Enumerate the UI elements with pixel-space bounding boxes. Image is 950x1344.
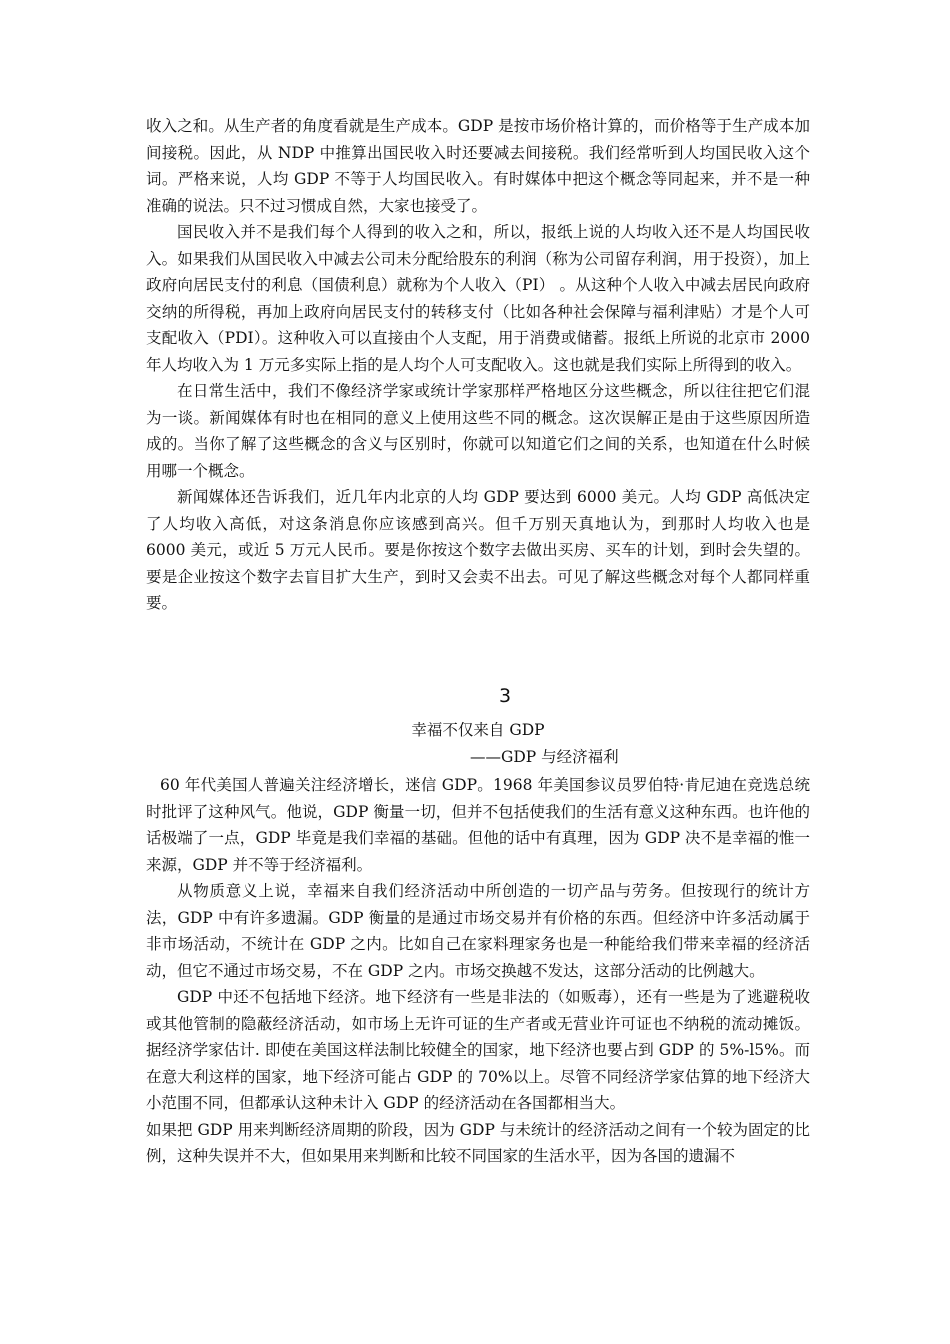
heading-number: 3 xyxy=(498,685,512,707)
paragraph-material-happiness: 从物质意义上说，幸福来自我们经济活动中所创造的一切产品与劳务。但按现行的统计方法，GDP 中有许多遗漏。GDP 衡量的是通过市场交易并有价格的东西。但经济中许多活动属于非市场活动，不统计在 GDP 之内。比如自己在家料理家务也是一种能给我们带来幸福的经济活动，但它不通过市场交易，不在 GDP 之内。市场交换越不发达，这部分活动的比例越大。 xyxy=(146,882,810,980)
paragraph-kennedy: 60 年代美国人普遍关注经济增长，迷信 GDP。1968 年美国参议员罗伯特·肯尼迪在竞选总统时批评了这种风气。他说，GDP 衡量一切，但并不包括使我们的生活有意义这种东西。也许他的话极端了一点，GDP 毕竟是我们幸福的基础。但他的话中有真理，因为 GDP 决不是幸福的惟一来源，GDP 并不等于经济福利。 xyxy=(146,776,810,874)
section-subtitle: ——GDP 与经济福利 xyxy=(470,748,619,766)
body-text-bottom xyxy=(146,772,810,1170)
section-heading-area xyxy=(146,684,810,708)
paragraph-daily-life: 在日常生活中，我们不像经济学家或统计学家那样严格地区分这些概念，所以往往把它们混为一谈。新闻媒体有时也在相同的意义上使用这些不同的概念。这次误解正是由于这些原因所造成的。当你了解了这些概念的含义与区别时，你就可以知道它们之间的关系，也知道在什么时候用哪一个概念。 xyxy=(146,382,810,480)
paragraph-news-media: 新闻媒体还告诉我们，近几年内北京的人均 GDP 要达到 6000 美元。人均 GDP 高低决定了人均收入高低，对这条消息你应该感到高兴。但千万别天真地认为，到那时人均收入也是 6000 美元，或近 5 万元人民币。要是你按这个数字去做出买房、买车的计划，到时会失望的。要是企业按这个数字去盲目扩大生产，到时又会卖不出去。可见了解这些概念对每个人都同样重要。 xyxy=(146,488,810,612)
section-heading xyxy=(146,684,810,708)
paragraph-national-income: 国民收入并不是我们每个人得到的收入之和，所以，报纸上说的人均收入还不是人均国民收入。如果我们从国民收入中减去公司未分配给股东的利润（称为公司留存利润，用于投资），加上政府向居民支付的利息（国债利息）就称为个人收入（PI） 。从这种个人收入中减去居民向政府交纳的所得税，再加上政府向居民支付的转移支付（比如各种社会保障与福利津贴）才是个人可支配收入（PDI）。这种收入可以直接由个人支配，用于消费或储蓄。报纸上所说的北京市 2000 年人均收入为 1 万元多实际上指的是人均个人可支配收入。这也就是我们实际上所得到的收入。 xyxy=(146,223,810,374)
body-text-top xyxy=(146,113,810,617)
paragraph-business-cycle: 如果把 GDP 用来判断经济周期的阶段，因为 GDP 与未统计的经济活动之间有一个较为固定的比例，这种失误并不大，但如果用来判断和比较不同国家的生活水平，因为各国的遗漏不 xyxy=(146,1120,810,1165)
paragraph-continued: 收入之和。从生产者的角度看就是生产成本。GDP 是按市场价格计算的，而价格等于生产成本加间接税。因此，从 NDP 中推算出国民收入时还要减去间接税。我们经常听到人均国民收入这个词。严格来说，人均 GDP 不等于人均国民收入。有时媒体中把这个概念等同起来，并不是一种准确的说法。只不过习惯成自然，大家也接受了。 xyxy=(146,117,810,215)
section-title: 幸福不仅来自 GDP xyxy=(411,721,545,739)
paragraph-underground-economy: GDP 中还不包括地下经济。地下经济有一些是非法的（如贩毒），还有一些是为了逃避税收或其他管制的隐蔽经济活动，如市场上无许可证的生产者或无营业许可证也不纳税的流动摊饭。据经济学家估计. 即使在美国这样法制比较健全的国家，地下经济也要占到 GDP 的 5%-l5%。而在意大利这样的国家，地下经济可能占 GDP 的 70%以上。尽管不同经济学家估算的地下经济大小范围不同，但都承认这种未计入 GDP 的经济活动在各国都相当大。 xyxy=(146,988,810,1112)
